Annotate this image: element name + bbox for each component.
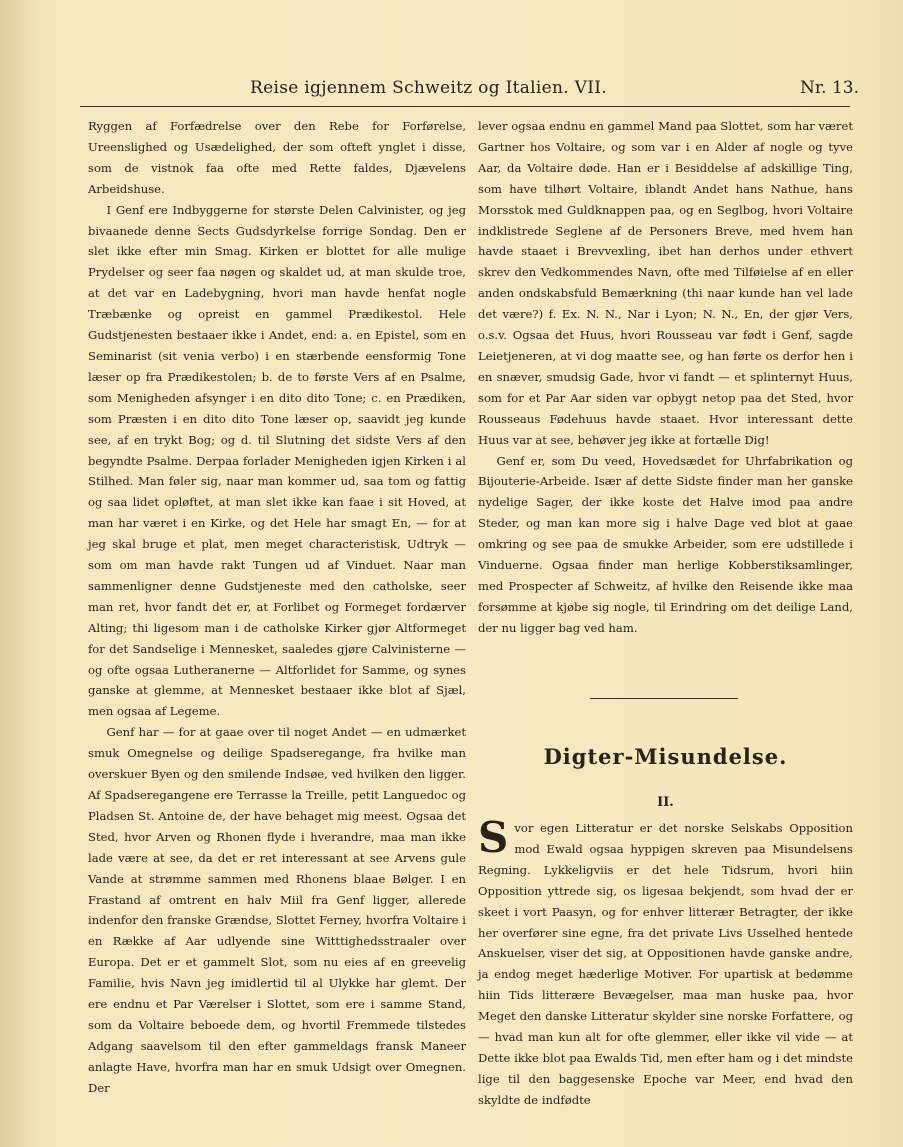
drop-cap: S xyxy=(478,813,509,862)
paragraph: I Genf ere Indbyggerne for største Delen Calvinister, og jeg bivaanede denne Sects Gudsdyrkelse forrige Sondag. Den er slet ikke efter min Smag. Kirken er blottet for alle mulige Prydelser og seer faa nøgen og skaldet ud, at man skulde troe, at det var en Ladebygning, hvori man havde henfat nogle Træbænke og opreist en gammel Prædikestol. Hele Gudstjenesten bestaaer ikke i Andet, end: a. en Epistel, som en Seminarist (sit venia verbo) i en stærbende eensformig Tone læser op fra Prædikestolen; b. de to første Vers af en Psalme, som Menigheden afsynger i en dito dito Tone; c. en Prædiken, som Præsten i en dito dito Tone læser op, saavidt jeg kunde see, af en trykt Bog; og d. til Slutning det sidste Vers af den begyndte Psalme. Derpaa forlader Menigheden igjen Kirken i al Stilhed. Man føler sig, naar man kommer ud, saa tom og fattig og saa lidet opløftet, at man slet ikke kan faae i sit Hoved, at man har været i en Kirke, og det Hele har smagt En, — for at jeg skal bruge et plat, men meget characteristisk, Udtryk — som om man havde rakt Tungen ud af Vinduet. Naar man sammenligner denne Gudstjeneste med den catholske, seer man ret, hvor fandt det er, at Forlibet og Formeget fordærver Alting; thi ligesom man i de catholske Kirker gjør Altformeget for det Sandselige i Mennesket, saaledes gjøre Calvinisterne — og ofte ogsaa Lutheranerne — Altforlidet for Samme, og synes ganske at glemme, at Mennesket bestaaer ikke blot af Sjæl, men ogsaa af Legeme. xyxy=(88,202,466,719)
section-separator xyxy=(590,698,738,699)
section-title: Digter-Misundelse. xyxy=(543,744,788,769)
header-rule xyxy=(80,106,850,107)
paragraph: lever ogsaa endnu en gammel Mand paa Slottet, som har været Gartner hos Voltaire, og som var i en Alder af nogle og tyve Aar, da Voltaire døde. Han er i Besiddelse af adskillige Ting, som have tilhørt Voltaire, iblandt Andet hans Nathue, hans Morsstok med Guldknappen paa, og en Seglbog, hvori Voltaire indklistrede Seglene af de Personers Breve, med hvem han havde staaet i Brevvexling, ibet han derhos under ethvert skrev den Vedkommendes Navn, ofte med Tilføielse af en eller anden ondskabsfuld Bemærkning (thi naar kunde han vel lade det være?) f. Ex. N. N., Nar i Lyon; N. N., En, der gjør Vers, o.s.v. Ogsaa det Huus, hvori Rousseau var født i Genf, sagde Leietjeneren, at vi dog maatte see, og han førte os derfor hen i en snæver, smudsig Gade, hvor vi fandt — et splinternyt Huus, som for et Par Aar siden var opbygt netop paa det Sted, hvor Rousseaus Fødehuus havde staaet. Hvor interessant dette Huus var at see, behøver jeg ikke at fortælle Dig! xyxy=(478,119,853,447)
issue-number: Nr. 13. xyxy=(800,78,859,98)
paragraph: Genf har — for at gaae over til noget Andet — en udmærket smuk Omegnelse og deilige Spadseregange, fra hvilke man overskuer Byen og den smilende Indsøe, ved hvilken den ligger. Af Spadseregangene ere Terrasse la Treille, petit Languedoc og Pladsen St. Antoine de, der have behaget mig meest. Ogsaa det Sted, hvor Arven og Rhonen flyde i hverandre, maa man ikke lade være at see, da det er ret interessant at see Arvens gule Vande at strømme sammen med Rhonens blaae Bølger. I en Frastand af omtrent en halv Miil fra Genf ligger, allerede indenfor den franske Grændse, Slottet Ferney, hvorfra Voltaire i en Række af Aar udlyende sine Witttighedsstraaler over Europa. Det er et gammelt Slot, som nu eies af en greevelig Familie, hvis Navn jeg imidlertid til al Ulykke har glemt. Der ere endnu et Par Værelser i Slottet, som ere i samme Stand, som da Voltaire beboede dem, og hvortil Fremmede tilstedes Adgang saavelsom til den efter gammeldags fransk Maneer anlagte Have, hvorfra man har en smuk Udsigt over Omegnen. Der xyxy=(88,725,466,1095)
paragraph xyxy=(478,813,853,1111)
running-title: Reise igjennem Schweitz og Italien. VII. xyxy=(250,78,607,98)
page-header xyxy=(0,76,903,106)
right-column xyxy=(478,116,853,639)
paragraph: Ryggen af Forfædrelse over den Rebe for Forførelse, Ureenslighed og Usædelighed, der som ofteft ynglet i disse, som de vistnok faa ofte med Rette faldes, Djævelens Arbeidshuse. xyxy=(88,119,466,196)
section-number: II. xyxy=(657,795,674,810)
binding-shadow xyxy=(0,0,40,1147)
paragraph: Genf er, som Du veed, Hovedsædet for Uhrfabrikation og Bijouterie-Arbeide. Især af dette Sidste finder man her ganske nydelige Sager, der ikke koste det Halve imod paa andre Steder, og man kan more sig i halve Dage ved blot at gaae omkring og see paa de smukke Arbeider, som ere udstillede i Vinduerne. Ogsaa finder man herlige Kobberstiksamlinger, med Prospecter af Schweitz, af hvilke den Reisende ikke maa forsømme at kjøbe sig nogle, til Erindring om det deilige Land, der nu ligger bag ved ham. xyxy=(478,453,853,635)
paragraph-text: vor egen Litteratur er det norske Selskabs Opposition mod Ewald ogsaa hyppigen skreven paa Misundelsens Regning. Lykkeligviis er det hele Tidsrum, hvori hiin Opposition yttrede sig, os ligesaa bekjendt, som hvad der er skeet i vort Paasyn, og for enhver litterær Betragter, der ikke her overfører sine egne, fra det private Livs Usselhed hentede Anskuelser, viser det sig, at Oppositionen havde ganske andre, ja endog meget hæderlige Motiver. For upartisk at bedømme hiin Tids litterære Bevægelser, maa man huske paa, hvor Meget den danske Litteratur skylder sine norske Forfattere, og — hvad man kun alt for ofte glemmer, eller ikke vil vide — at Dette ikke blot paa Ewalds Tid, men efter ham og i det mindste lige til den baggesenske Epoche var Meer, end hvad den skyldte de indfødte xyxy=(478,821,853,1107)
section-body xyxy=(478,813,853,1111)
left-column xyxy=(88,116,466,1099)
